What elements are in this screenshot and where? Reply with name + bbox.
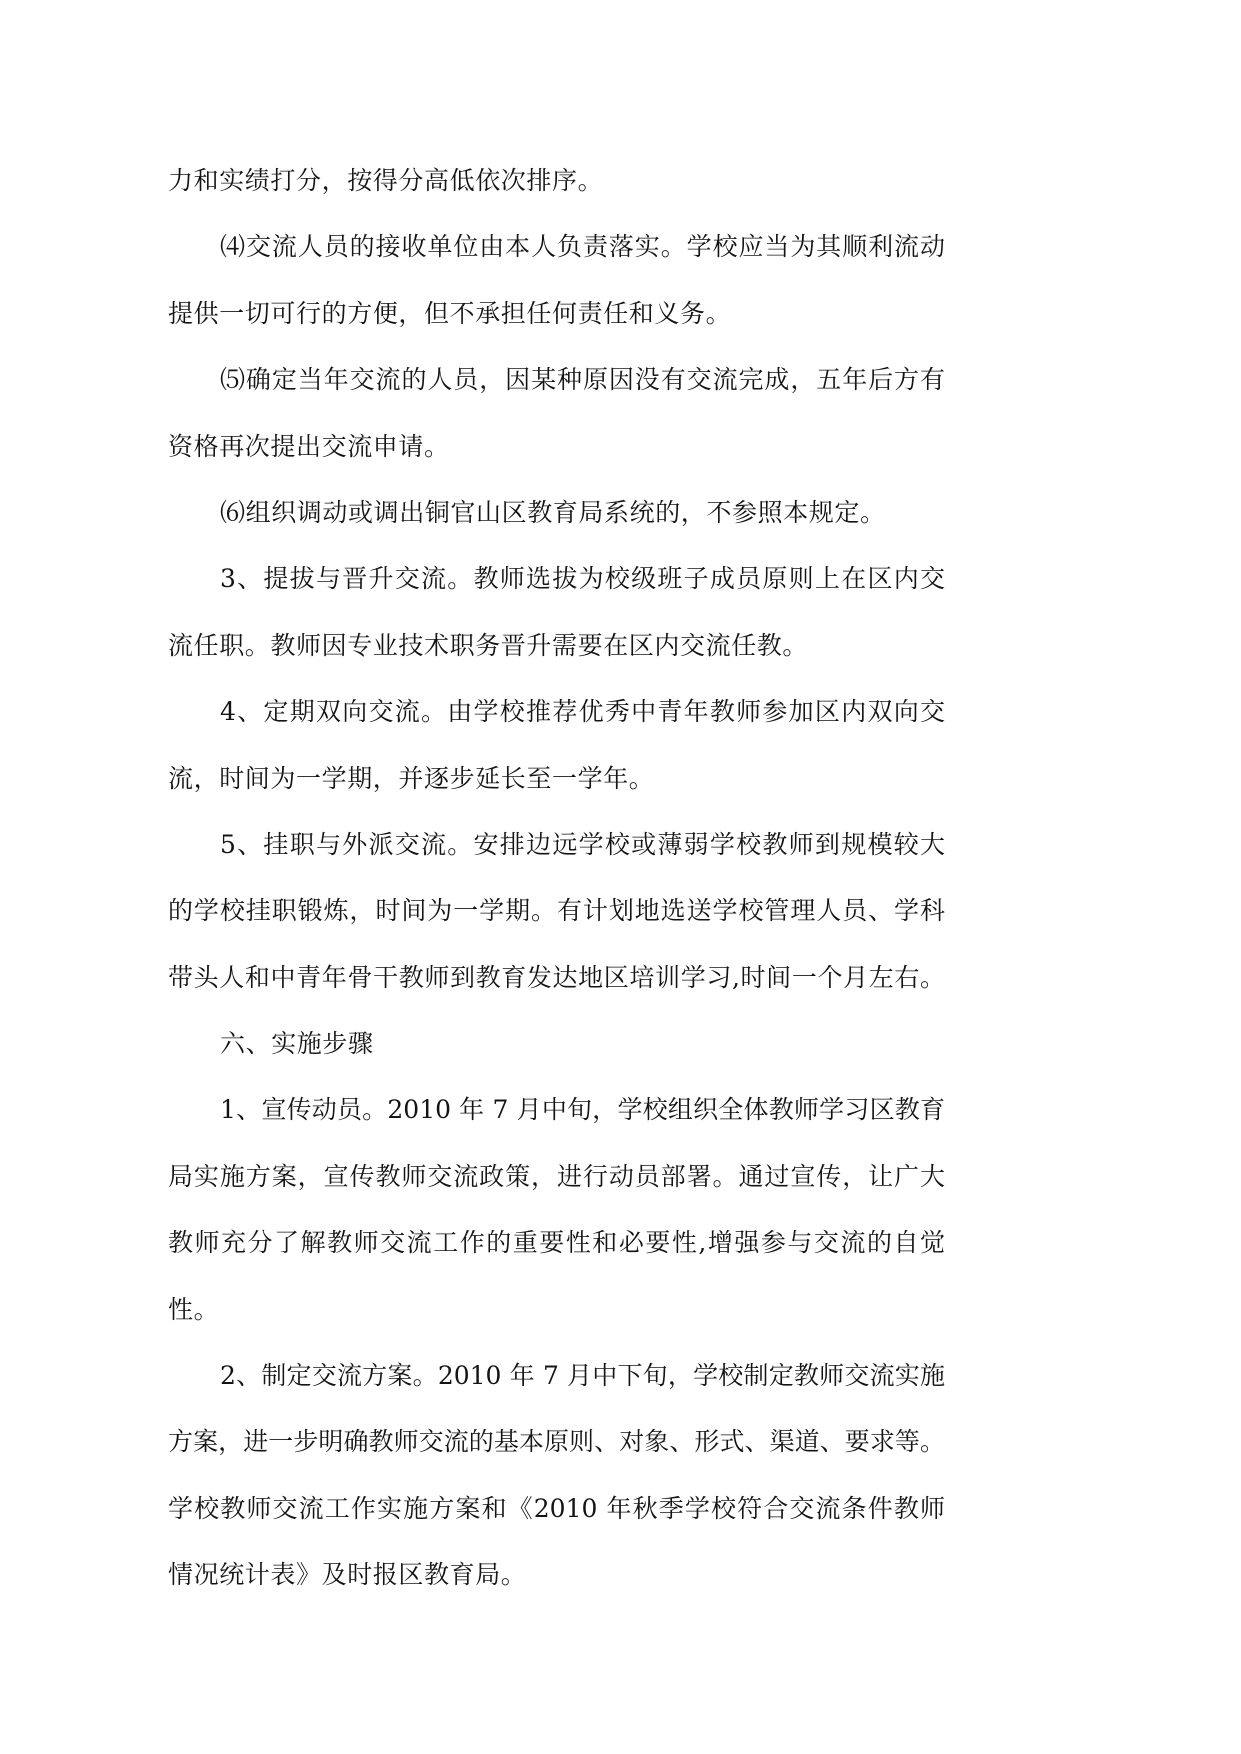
text-line: ⑷交流人员的接收单位由本人负责落实。学校应当为其顺利流动	[220, 232, 945, 262]
section-heading-text: 六、实施步骤	[220, 1029, 374, 1059]
text-line: 5、挂职与外派交流。安排边远学校或薄弱学校教师到规模较大	[220, 829, 945, 859]
text-line: 学校教师交流工作实施方案和《2010 年秋季学校符合交流条件教师	[168, 1493, 945, 1523]
text-line: 性。	[168, 1294, 220, 1324]
section-heading	[168, 1011, 945, 1077]
document-body	[168, 148, 945, 1609]
text-line: 流，时间为一学期，并逐步延长至一学年。	[168, 763, 655, 793]
text-line: ⑸确定当年交流的人员，因某种原因没有交流完成，五年后方有	[220, 365, 945, 395]
paragraph	[168, 679, 945, 812]
text-line: 提供一切可行的方便，但不承担任何责任和义务。	[168, 298, 732, 328]
paragraph	[168, 546, 945, 679]
paragraph	[168, 1077, 945, 1343]
text-line: 2、制定交流方案。2010 年 7 月中下旬，学校制定教师交流实施	[220, 1361, 945, 1391]
paragraph	[168, 148, 945, 214]
text-line: 资格再次提出交流申请。	[168, 431, 450, 461]
text-line: 4、定期双向交流。由学校推荐优秀中青年教师参加区内双向交	[220, 697, 945, 727]
paragraph	[168, 347, 945, 480]
text-line: 局实施方案，宣传教师交流政策，进行动员部署。通过宣传，让广大	[168, 1161, 945, 1191]
text-line: 3、提拔与晋升交流。教师选拔为校级班子成员原则上在区内交	[220, 564, 945, 594]
text-line: 方案，进一步明确教师交流的基本原则、对象、形式、渠道、要求等。	[168, 1427, 945, 1457]
text-line: 1、宣传动员。2010 年 7 月中旬，学校组织全体教师学习区教育	[220, 1095, 945, 1125]
paragraph	[168, 1343, 945, 1609]
text-line: 教师充分了解教师交流工作的重要性和必要性,增强参与交流的自觉	[168, 1228, 945, 1258]
paragraph	[168, 480, 945, 546]
paragraph	[168, 214, 945, 347]
text-line: 的学校挂职锻炼，时间为一学期。有计划地选送学校管理人员、学科	[168, 896, 945, 926]
text-line: 带头人和中青年骨干教师到教育发达地区培训学习,时间一个月左右。	[168, 962, 945, 992]
paragraph	[168, 812, 945, 1011]
text-line: ⑹组织调动或调出铜官山区教育局系统的，不参照本规定。	[220, 497, 886, 527]
text-line: 力和实绩打分，按得分高低依次排序。	[168, 166, 604, 195]
text-line: 流任职。教师因专业技术职务晋升需要在区内交流任教。	[168, 630, 809, 660]
text-line: 情况统计表》及时报区教育局。	[168, 1560, 527, 1590]
